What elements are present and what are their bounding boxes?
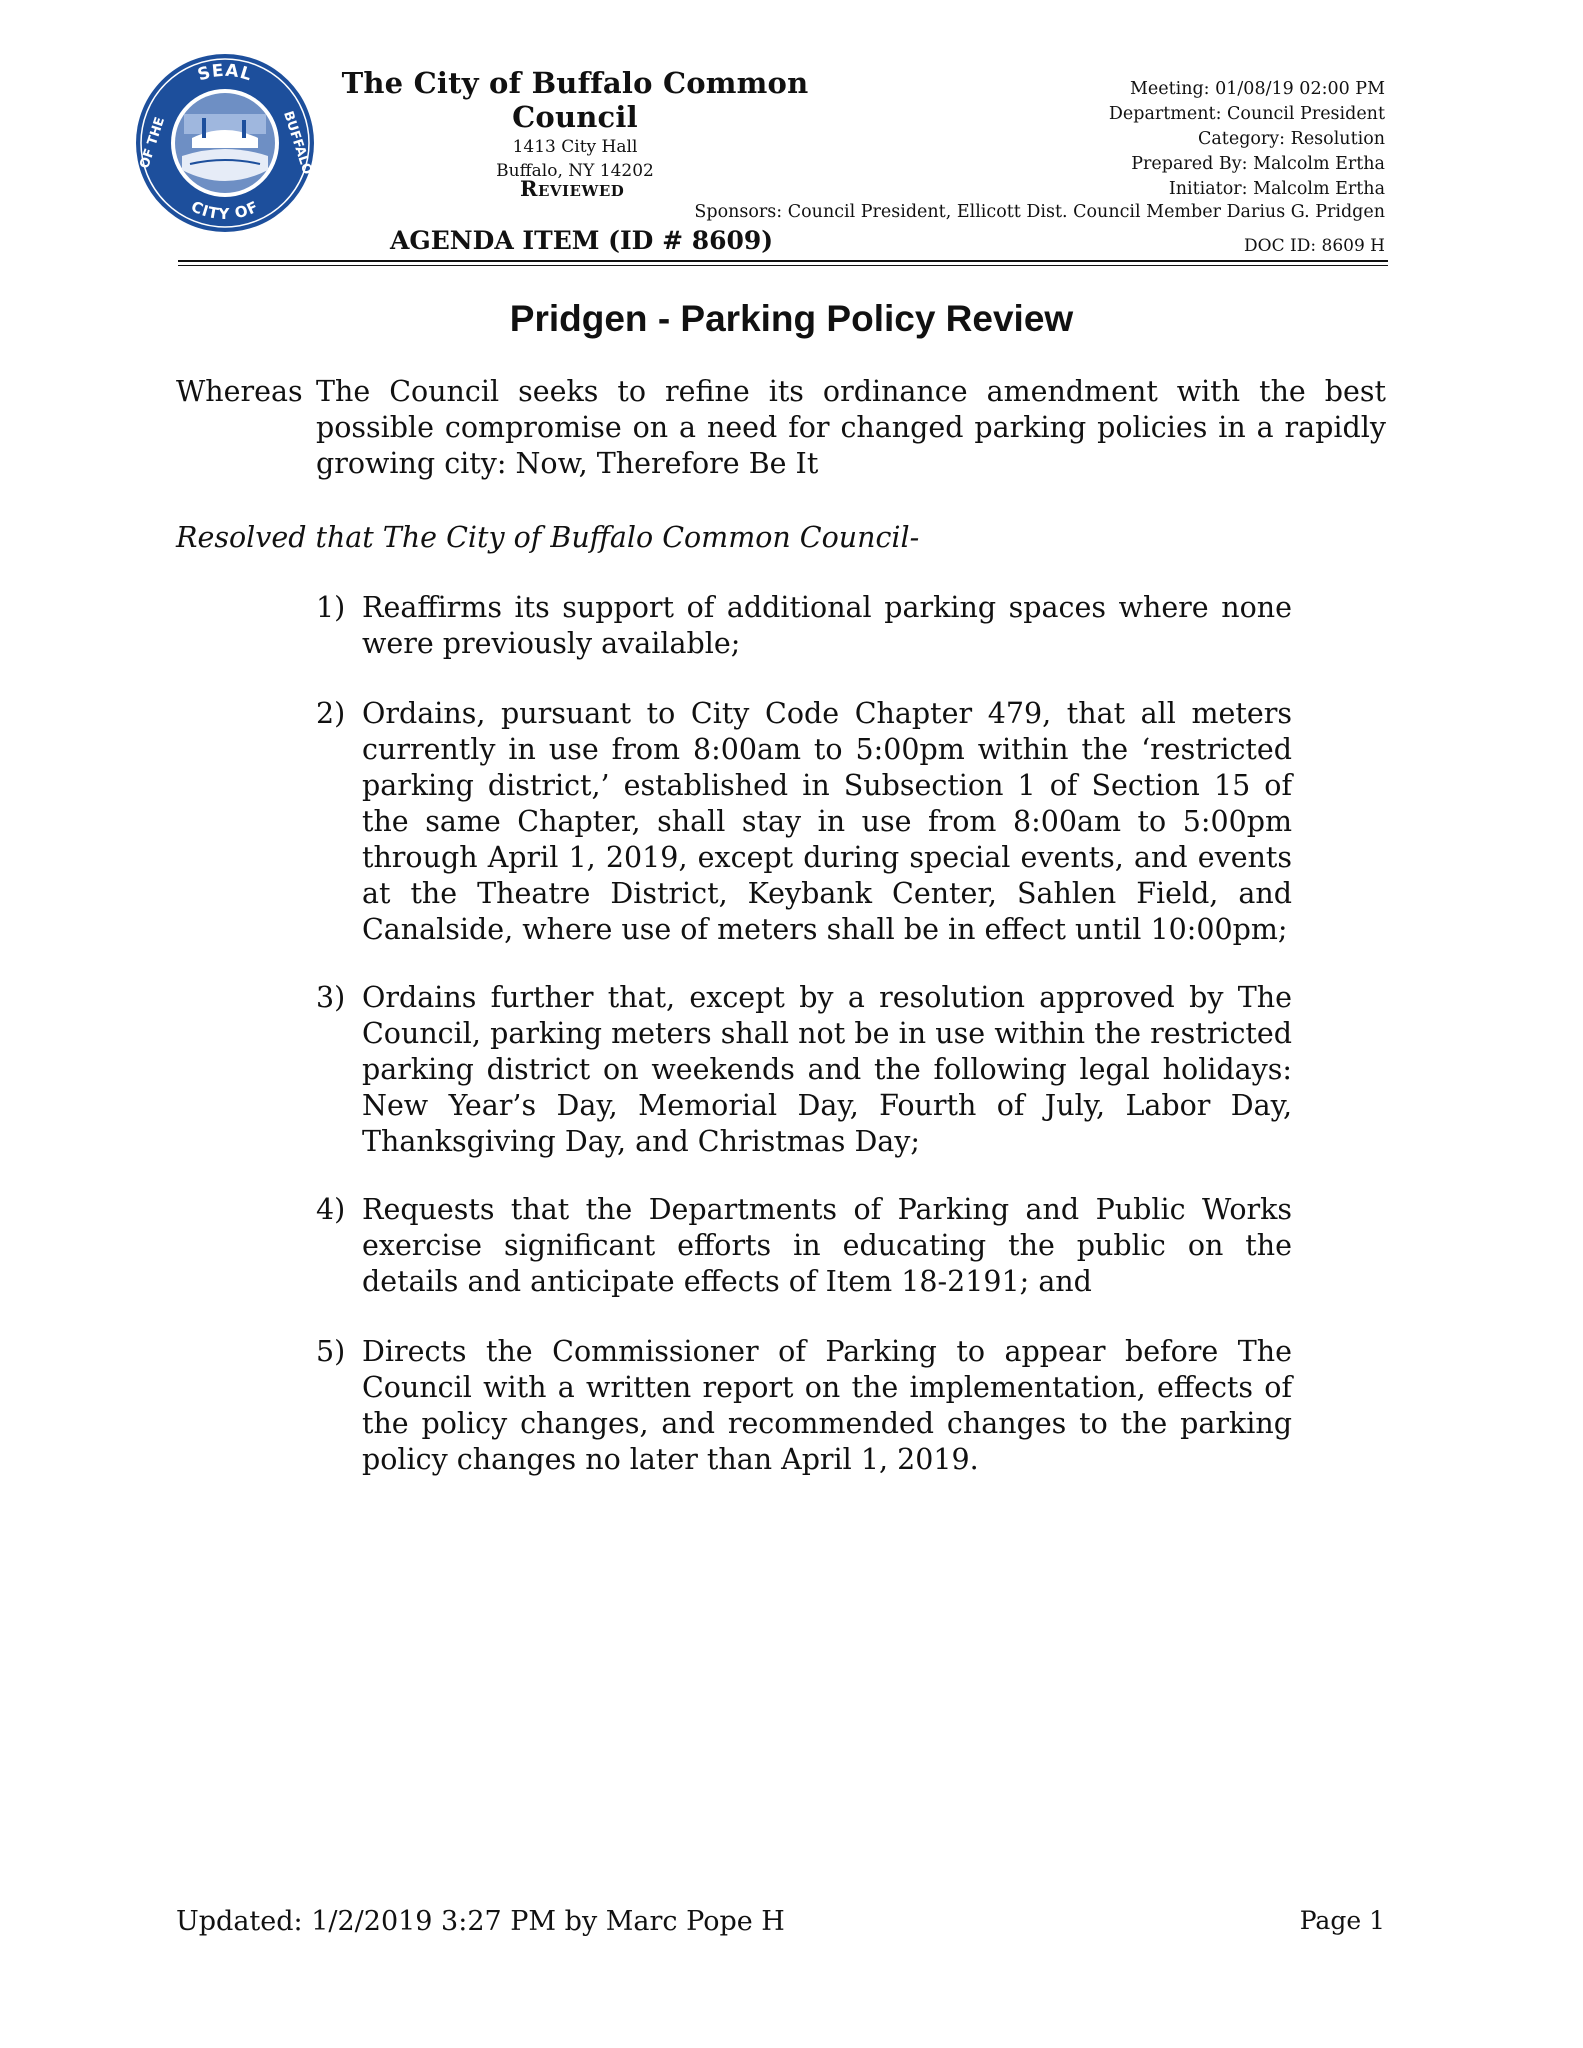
whereas-label: Whereas	[176, 375, 303, 408]
meeting-datetime: Meeting: 01/08/19 02:00 PM	[1129, 79, 1385, 99]
page-number: Page 1	[1299, 1906, 1385, 1935]
org-block	[300, 66, 850, 182]
item-number: 1)	[316, 591, 346, 624]
item-text: Ordains, pursuant to City Code Chapter 479, that all meters currently in use from 8:00am to 5:00pm within the ‘restricted parking district,’ established in Subsection 1 of Section 15 of the same Chapter, shall stay in use from 8:00am to 5:00pm through April 1, 2019, except during special events, and events at the Theatre District, Keybank Center, Sahlen Field, and Canalside, where use of meters shall be in effect until 10:00pm;	[362, 697, 1292, 946]
address-line2: Buffalo, NY 14202	[496, 161, 654, 181]
document-title: Pridgen - Parking Policy Review	[509, 298, 1074, 339]
resolution-item	[316, 980, 1316, 1160]
resolution-item	[316, 1334, 1316, 1478]
doc-id: DOC ID: 8609 H	[1244, 236, 1385, 256]
category: Category: Resolution	[1197, 129, 1385, 149]
resolution-item	[316, 696, 1316, 948]
initiator: Initiator: Malcolm Ertha	[1168, 179, 1385, 199]
item-text: Requests that the Departments of Parking and Public Works exercise significant efforts in educating the public on the details and anticipate effects of Item 18-2191; and	[362, 1193, 1292, 1298]
item-text: Directs the Commissioner of Parking to appear before The Council with a written report on the implementation, effects of the policy changes, and recommended changes to the parking policy changes no later than April 1, 2019.	[362, 1335, 1292, 1476]
item-text: Ordains further that, except by a resolution approved by The Council, parking meters shall not be in use within the restricted parking district on weekends and the following legal holidays: New Year’s Day, Memorial Day, Fourth of July, Labor Day, Thanksgiving Day, and Christmas Day;	[362, 981, 1292, 1158]
item-number: 3)	[316, 981, 346, 1014]
header-rule-thin	[178, 265, 1388, 266]
resolution-item	[316, 1192, 1316, 1300]
sponsors: Sponsors: Council President, Ellicott Dist. Council Member Darius G. Pridgen	[694, 202, 1385, 222]
seal-text-bottom: CITY OF	[188, 197, 262, 224]
city-seal-logo	[134, 52, 316, 234]
item-number: 2)	[316, 697, 346, 730]
item-number: 4)	[316, 1193, 346, 1226]
agenda-item-id: AGENDA ITEM (ID # 8609)	[390, 226, 774, 255]
resolution-item	[316, 590, 1316, 662]
department: Department: Council President	[1108, 104, 1385, 124]
meeting-meta	[1109, 77, 1385, 202]
address-line1: 1413 City Hall	[512, 137, 638, 157]
seal-text-right: BUFFALO	[280, 109, 315, 177]
item-text: Reaffirms its support of additional parking spaces where none were previously available;	[362, 591, 1292, 660]
updated-footer: Updated: 1/2/2019 3:27 PM by Marc Pope H	[176, 1906, 785, 1937]
resolved-intro: Resolved that The City of Buffalo Common Council-	[176, 521, 920, 554]
seal-text-top: SEAL	[195, 60, 255, 86]
org-name: The City of Buffalo Common Council	[341, 66, 809, 134]
whereas-text: The Council seeks to refine its ordinance amendment with the best possible compromise on a need for changed parking policies in a rapidly growing city: Now, Therefore Be It	[316, 375, 1386, 480]
prepared-by: Prepared By: Malcolm Ertha	[1131, 154, 1385, 174]
item-number: 5)	[316, 1335, 346, 1368]
seal-text-left: OF THE	[137, 115, 169, 171]
header-rule	[178, 260, 1388, 262]
status-reviewed: Reviewed	[520, 176, 625, 201]
